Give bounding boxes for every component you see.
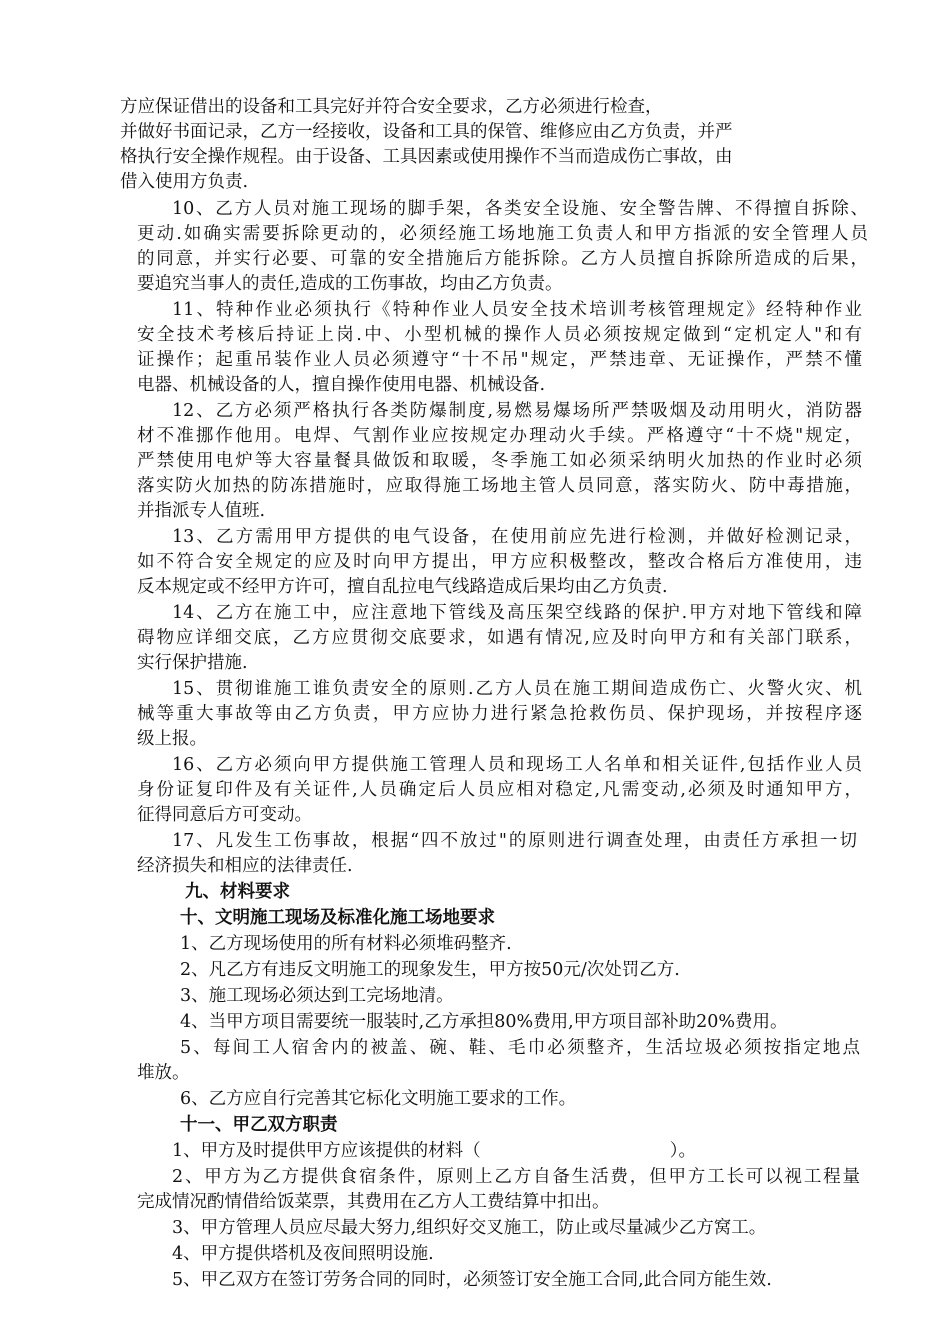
section-10-item: 4、当甲方项目需要统一服装时,乙方承担80%费用,甲方项目部补助20%费用。 — [180, 1012, 788, 1032]
clause-14-line: 14、乙方在施工中，应注意地下管线及高压架空线路的保护.甲方对地下管线和障 — [172, 603, 862, 623]
paragraph-line: 借入使用方负责. — [120, 172, 249, 192]
clause-13-line: 反本规定或不经甲方许可，擅自乱拉电气线路造成后果均由乙方负责. — [137, 577, 668, 597]
clause-15-line: 械等重大事故等由乙方负责，甲方应协力进行紧急抢救伤员、保护现场，并按程序逐 — [137, 704, 862, 724]
clause-11-line: 证操作；起重吊装作业人员必须遵守“十不吊"规定，严禁违章、无证操作，严禁不懂 — [137, 350, 862, 370]
section-11-heading: 十一、甲乙双方职责 — [180, 1115, 338, 1135]
clause-10-line: 更动.如确实需要拆除更动的，必须经施工场地施工负责人和甲方指派的安全管理人员 — [137, 224, 868, 244]
section-10-item: 6、乙方应自行完善其它标化文明施工要求的工作。 — [180, 1089, 577, 1109]
clause-11-line: 11、特种作业必须执行《特种作业人员安全技术培训考核管理规定》经特种作业 — [172, 300, 862, 320]
section-10-item: 堆放。 — [137, 1063, 190, 1083]
paragraph-line: 方应保证借出的设备和工具完好并符合安全要求，乙方必须进行检查， — [120, 97, 663, 117]
paragraph-line: 并做好书面记录，乙方一经接收，设备和工具的保管、维修应由乙方负责，并严 — [120, 122, 733, 142]
section-10-item: 5、每间工人宿舍内的被盖、碗、鞋、毛巾必须整齐，生活垃圾必须按指定地点 — [180, 1038, 860, 1058]
section-11-item: 4、甲方提供塔机及夜间照明设施. — [172, 1244, 434, 1264]
clause-12-line: 12、乙方必须严格执行各类防爆制度,易燃易爆场所严禁吸烟及动用明火，消防器 — [172, 401, 862, 421]
section-10-item: 3、施工现场必须达到工完场地清。 — [180, 986, 454, 1006]
section-10-item: 2、凡乙方有违反文明施工的现象发生，甲方按50元/次处罚乙方. — [180, 960, 680, 980]
clause-11-line: 电器、机械设备的人，擅自操作使用电器、机械设备. — [137, 375, 546, 395]
clause-10-line: 10、乙方人员对施工现场的脚手架，各类安全设施、安全警告牌、不得擅自拆除、 — [172, 199, 868, 219]
clause-10-line: 的同意，并实行必要、可靠的安全措施后方能拆除。乙方人员擅自拆除所造成的后果， — [137, 249, 868, 269]
clause-15-line: 15、贯彻谁施工谁负责安全的原则.乙方人员在施工期间造成伤亡、火警火灾、机 — [172, 679, 862, 699]
paragraph-line: 格执行安全操作规程。由于设备、工具因素或使用操作不当而造成伤亡事故，由 — [120, 147, 733, 167]
clause-12-line: 落实防火加热的防冻措施时，应取得施工场地主管人员同意，落实防火、防中毒措施， — [137, 476, 862, 496]
clause-12-line: 并指派专人值班. — [137, 501, 266, 521]
clause-16-line: 16、乙方必须向甲方提供施工管理人员和现场工人名单和相关证件,包括作业人员 — [172, 755, 862, 775]
section-10-item: 1、乙方现场使用的所有材料必须堆码整齐. — [180, 934, 512, 954]
section-11-item: 2、甲方为乙方提供食宿条件，原则上乙方自备生活费，但甲方工长可以视工程量 — [172, 1167, 860, 1187]
section-11-item: 完成情况酌情借给饭菜票，其费用在乙方人工费结算中扣出。 — [137, 1192, 610, 1212]
clause-17-line: 经济损失和相应的法律责任. — [137, 856, 353, 876]
clause-16-line: 征得同意后方可变动。 — [137, 805, 312, 825]
clause-10-line: 要追究当事人的责任,造成的工伤事故，均由乙方负责。 — [137, 274, 563, 294]
clause-11-line: 安全技术考核后持证上岗.中、小型机械的操作人员必须按规定做到“定机定人"和有 — [137, 325, 862, 345]
clause-13-line: 如不符合安全规定的应及时向甲方提出，甲方应积极整改，整改合格后方准使用，违 — [137, 552, 862, 572]
clause-17-line: 17、凡发生工伤事故，根据“四不放过"的原则进行调查处理，由责任方承担一切 — [172, 831, 857, 851]
clause-14-line: 实行保护措施. — [137, 653, 248, 673]
clause-14-line: 碍物应详细交底，乙方应贯彻交底要求，如遇有情况,应及时向甲方和有关部门联系， — [137, 628, 862, 648]
section-11-item: 1、甲方及时提供甲方应该提供的材料（ ）。 — [172, 1141, 697, 1161]
section-10-heading: 十、文明施工现场及标准化施工场地要求 — [180, 908, 495, 928]
clause-12-line: 材不准挪作他用。电焊、气割作业应按规定办理动火手续。严格遵守“十不烧"规定， — [137, 426, 862, 446]
clause-12-line: 严禁使用电炉等大容量餐具做饭和取暖，冬季施工如必须采纳明火加热的作业时必须 — [137, 451, 862, 471]
clause-16-line: 身份证复印件及有关证件,人员确定后人员应相对稳定,凡需变动,必须及时通知甲方， — [137, 780, 862, 800]
section-9-heading: 九、材料要求 — [185, 882, 290, 902]
clause-15-line: 级上报。 — [137, 729, 207, 749]
section-11-item: 5、甲乙双方在签订劳务合同的同时，必须签订安全施工合同,此合同方能生效. — [172, 1270, 772, 1290]
section-11-item: 3、甲方管理人员应尽最大努力,组织好交叉施工，防止或尽量减少乙方窝工。 — [172, 1218, 767, 1238]
clause-13-line: 13、乙方需用甲方提供的电气设备，在使用前应先进行检测，并做好检测记录， — [172, 527, 862, 547]
